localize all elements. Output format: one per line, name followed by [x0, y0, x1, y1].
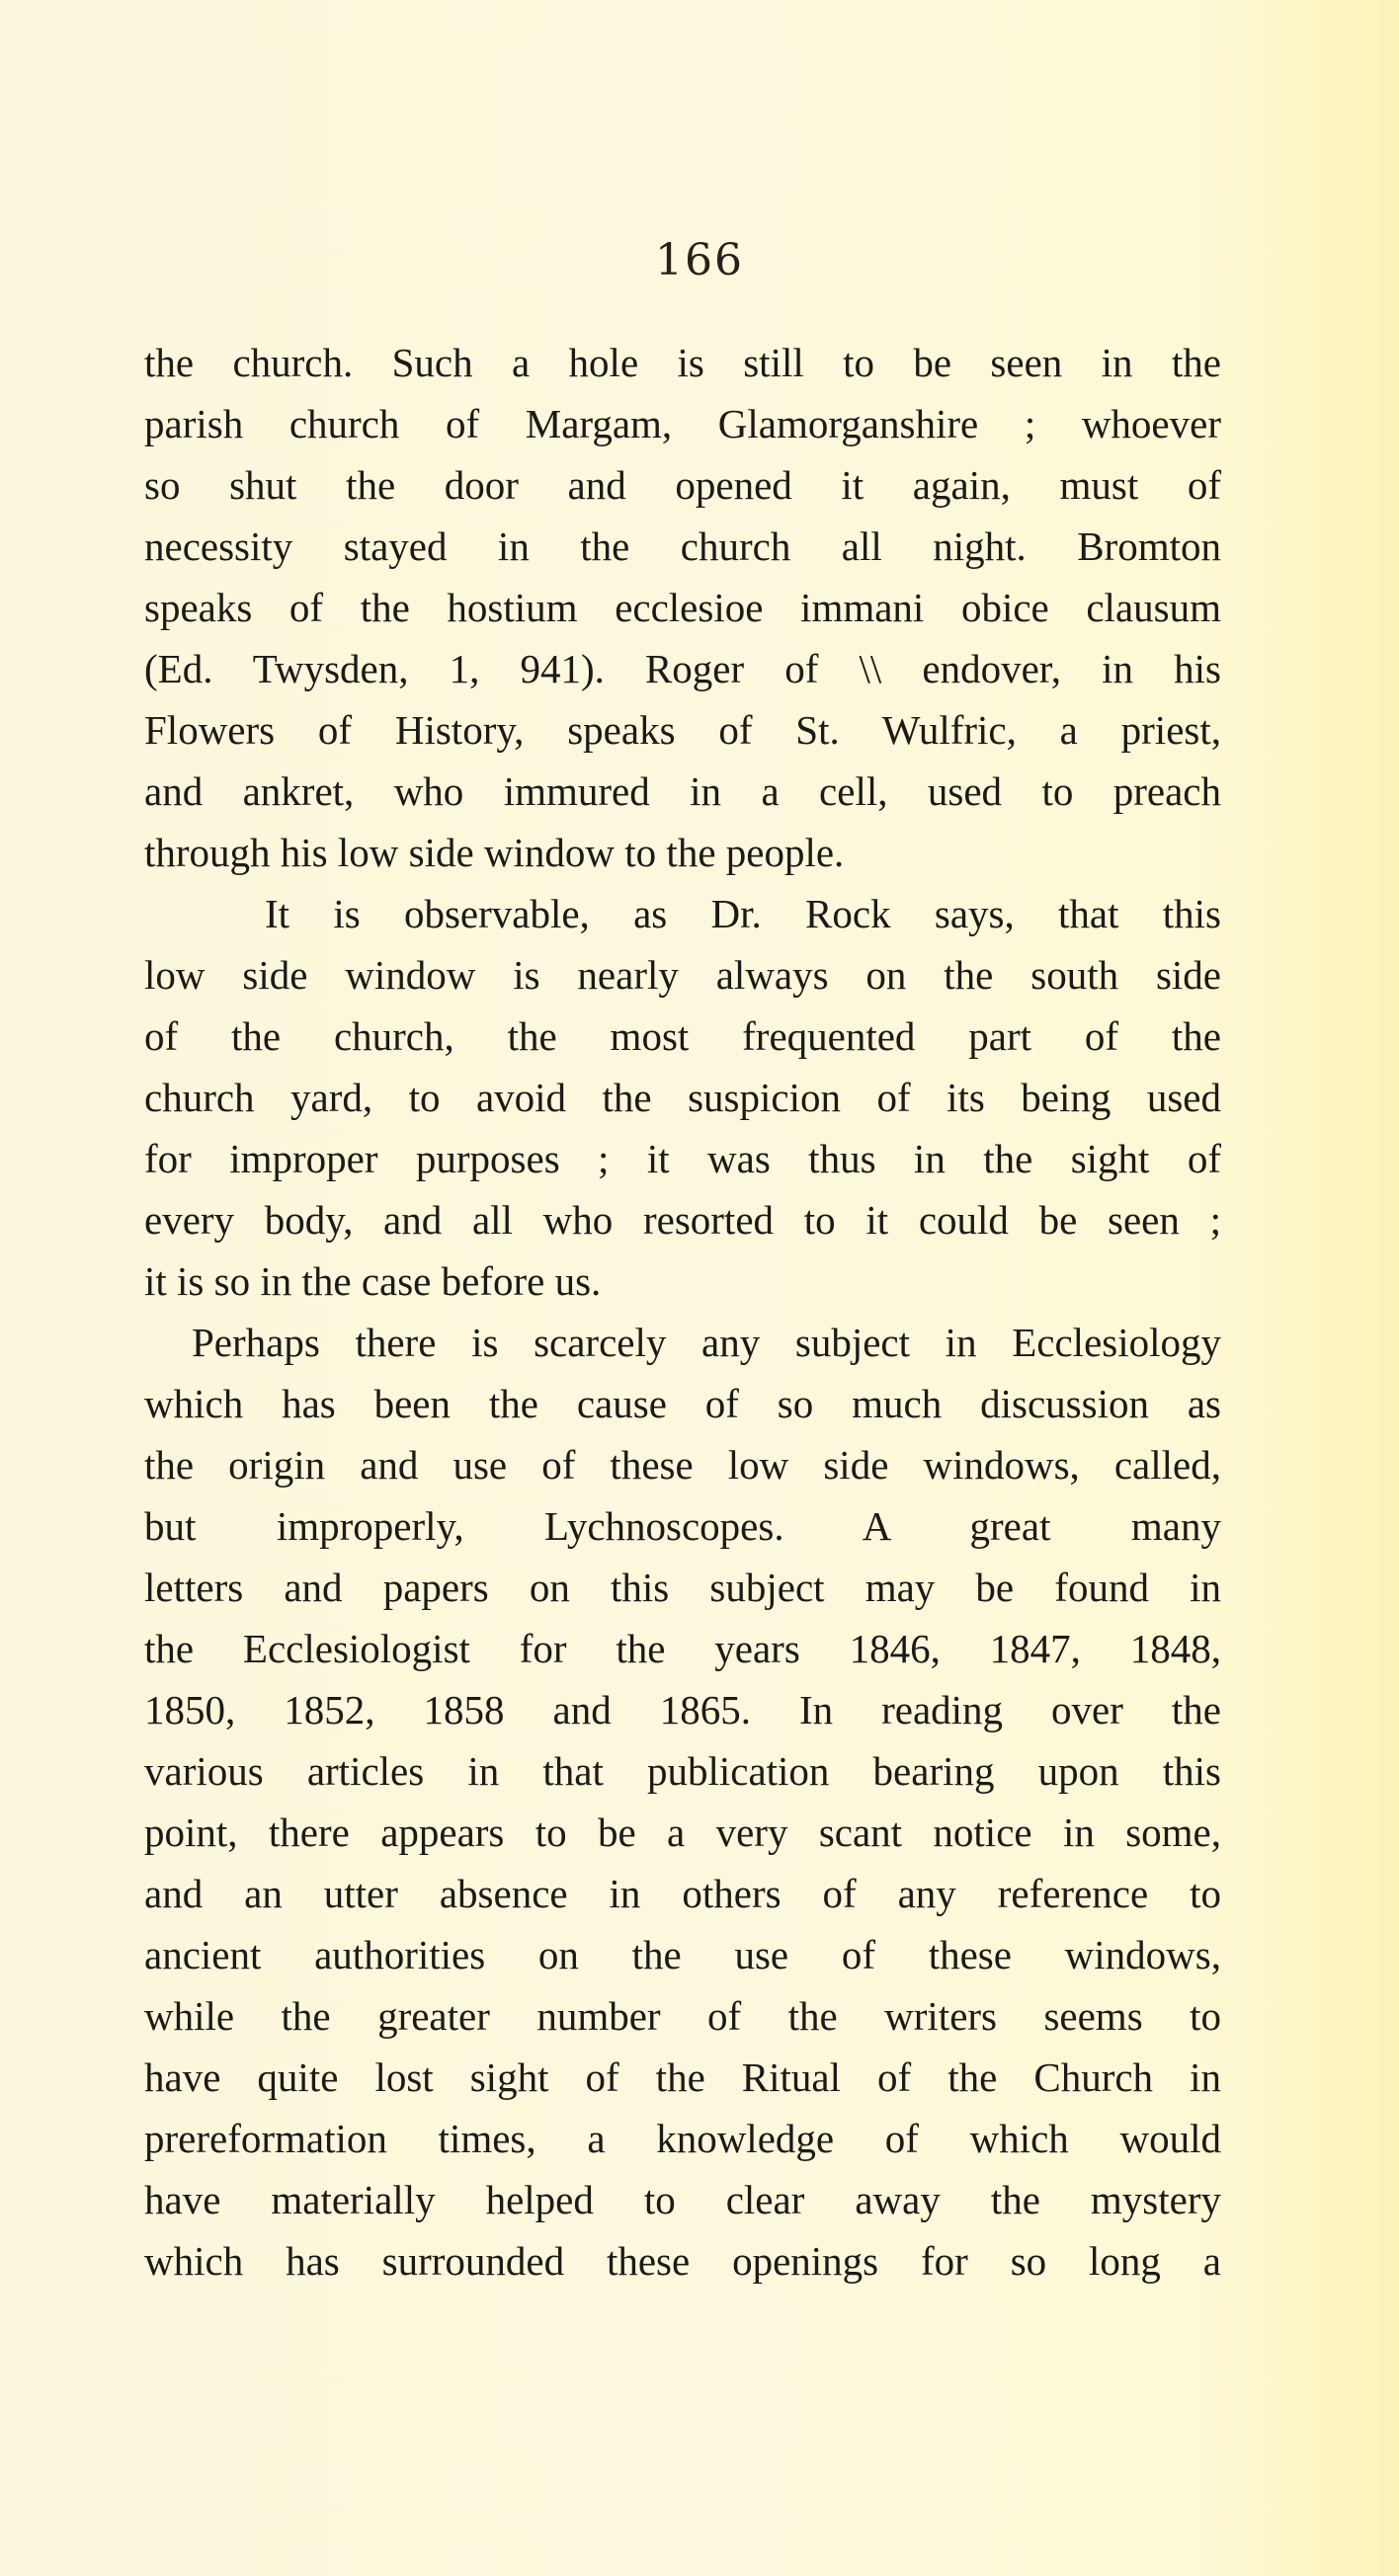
text-line: every body, and all who resorted to it could be seen ; [144, 1197, 1221, 1243]
text-line: the Ecclesiologist for the years 1846, 1847, 1848, [144, 1626, 1221, 1671]
text-line: the origin and use of these low side windows, called, [144, 1442, 1221, 1488]
text-line: but improperly, Lychnoscopes. A great many [144, 1503, 1221, 1549]
text-line: parish church of Margam, Glamorganshire ; whoever [144, 401, 1221, 446]
page-number: 166 [655, 235, 744, 285]
text-line: which has surrounded these openings for so long a [144, 2238, 1221, 2284]
paragraph-first-line: It is observable, as Dr. Rock says, that this [265, 891, 1221, 936]
text-line: ancient authorities on the use of these windows, [144, 1932, 1221, 1977]
paragraph-first-line: Perhaps there is scarcely any subject in Ecclesiology [192, 1320, 1221, 1365]
text-line: have quite lost sight of the Ritual of the Church in [144, 2054, 1221, 2100]
text-line: various articles in that publication bearing upon this [144, 1748, 1221, 1794]
text-line: (Ed. Twysden, 1, 941). Roger of \\ endover, in his [144, 646, 1221, 691]
text-line: so shut the door and opened it again, must of [144, 462, 1221, 508]
text-line: Flowers of History, speaks of St. Wulfric, a priest, [144, 707, 1221, 753]
text-line: and an utter absence in others of any reference to [144, 1871, 1221, 1916]
text-line: have materially helped to clear away the mystery [144, 2177, 1221, 2222]
text-line: prereformation times, a knowledge of which would [144, 2116, 1221, 2161]
text-line: which has been the cause of so much discussion as [144, 1381, 1221, 1426]
body-text [144, 332, 1221, 2292]
text-line: of the church, the most frequented part of the [144, 1013, 1221, 1059]
text-line: letters and papers on this subject may be found in [144, 1565, 1221, 1610]
text-line: while the greater number of the writers seems to [144, 1993, 1221, 2039]
text-line: 1850, 1852, 1858 and 1865. In reading over the [144, 1687, 1221, 1732]
text-line: point, there appears to be a very scant notice in some, [144, 1810, 1221, 1855]
text-line: low side window is nearly always on the south side [144, 952, 1221, 998]
text-line: church yard, to avoid the suspicion of its being used [144, 1075, 1221, 1120]
text-line: for improper purposes ; it was thus in the sight of [144, 1136, 1221, 1181]
text-line: speaks of the hostium ecclesioe immani obice clausum [144, 585, 1221, 630]
text-line: through his low side window to the people. [144, 830, 845, 875]
text-line: the church. Such a hole is still to be seen in the [144, 340, 1221, 385]
text-line: it is so in the case before us. [144, 1258, 602, 1304]
text-line: necessity stayed in the church all night. Bromton [144, 523, 1221, 569]
text-line: and ankret, who immured in a cell, used to preach [144, 768, 1221, 814]
